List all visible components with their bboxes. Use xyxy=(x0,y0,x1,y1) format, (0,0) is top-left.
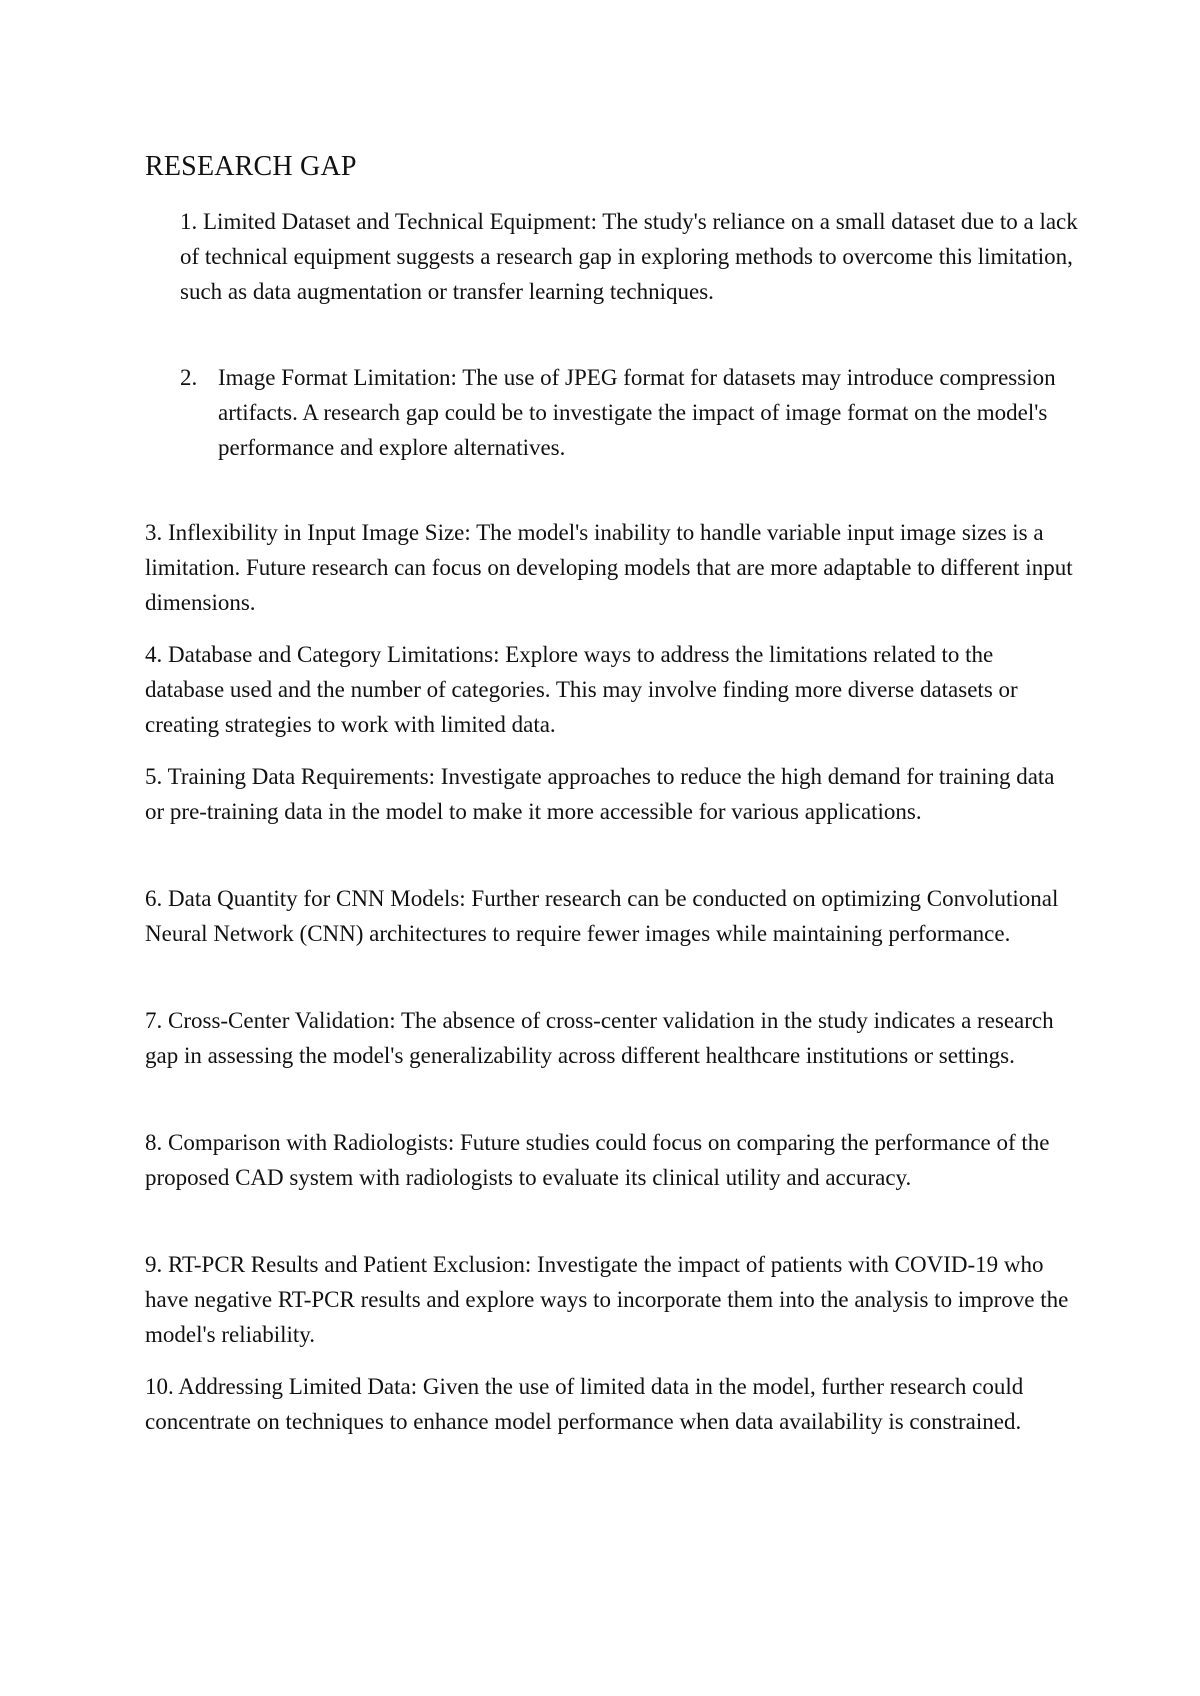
item-text: Limited Dataset and Technical Equipment: The study's reliance on a small dataset due to a lack of technical equipment suggests a research gap in exploring methods to overcome this limitation, such as data augmentation or transfer learning techniques. xyxy=(180,209,1078,304)
item-text: Addressing Limited Data: Given the use of limited data in the model, further research could concentrate on techniques to enhance model performance when data availability is constrained. xyxy=(145,1374,1024,1434)
item-text: RT-PCR Results and Patient Exclusion: Investigate the impact of patients with COVID-19 who have negative RT-PCR results and explore ways to incorporate them into the analysis to improve the model's reliability. xyxy=(145,1252,1069,1347)
item-number: 4. xyxy=(145,642,163,667)
research-gap-item-6 xyxy=(145,881,1075,951)
research-gap-item-5 xyxy=(145,759,1075,829)
item-number: 3. xyxy=(145,520,163,545)
item-number: 6. xyxy=(145,886,163,911)
research-gap-item-4 xyxy=(145,637,1075,742)
item-text: Training Data Requirements: Investigate approaches to reduce the high demand for training data or pre-training data in the model to make it more accessible for various applications. xyxy=(145,764,1055,824)
item-number: 9. xyxy=(145,1252,163,1277)
research-gap-item-10 xyxy=(145,1369,1075,1439)
item-text: Cross-Center Validation: The absence of cross-center validation in the study indicates a research gap in assessing the model's generalizability across different healthcare institutions or settings. xyxy=(145,1008,1054,1068)
item-number: 2. xyxy=(180,365,198,390)
research-gap-item-1 xyxy=(180,204,1080,309)
research-gap-item-3 xyxy=(145,515,1075,620)
research-gap-item-8 xyxy=(145,1125,1075,1195)
item-number: 1. xyxy=(180,209,198,234)
research-gap-item-9 xyxy=(145,1247,1075,1352)
item-number: 10. xyxy=(145,1374,174,1399)
item-number: 8. xyxy=(145,1130,163,1155)
item-number: 5. xyxy=(145,764,163,789)
item-text: Database and Category Limitations: Explore ways to address the limitations related to the database used and the number of categories. This may involve finding more diverse datasets or creating strategies to work with limited data. xyxy=(145,642,1018,737)
document-heading: RESEARCH GAP xyxy=(145,151,357,182)
research-gap-item-7 xyxy=(145,1003,1075,1073)
item-text: Image Format Limitation: The use of JPEG format for datasets may introduce compression artifacts. A research gap could be to investigate the impact of image format on the model's performance and explore alternatives. xyxy=(218,365,1056,460)
item-text: Inflexibility in Input Image Size: The model's inability to handle variable input image sizes is a limitation. Future research can focus on developing models that are more adaptable to different input dimensions. xyxy=(145,520,1073,615)
item-text: Comparison with Radiologists: Future studies could focus on comparing the performance of the proposed CAD system with radiologists to evaluate its clinical utility and accuracy. xyxy=(145,1130,1050,1190)
item-number: 7. xyxy=(145,1008,163,1033)
item-text: Data Quantity for CNN Models: Further research can be conducted on optimizing Convolutional Neural Network (CNN) architectures to require fewer images while maintaining performance. xyxy=(145,886,1059,946)
